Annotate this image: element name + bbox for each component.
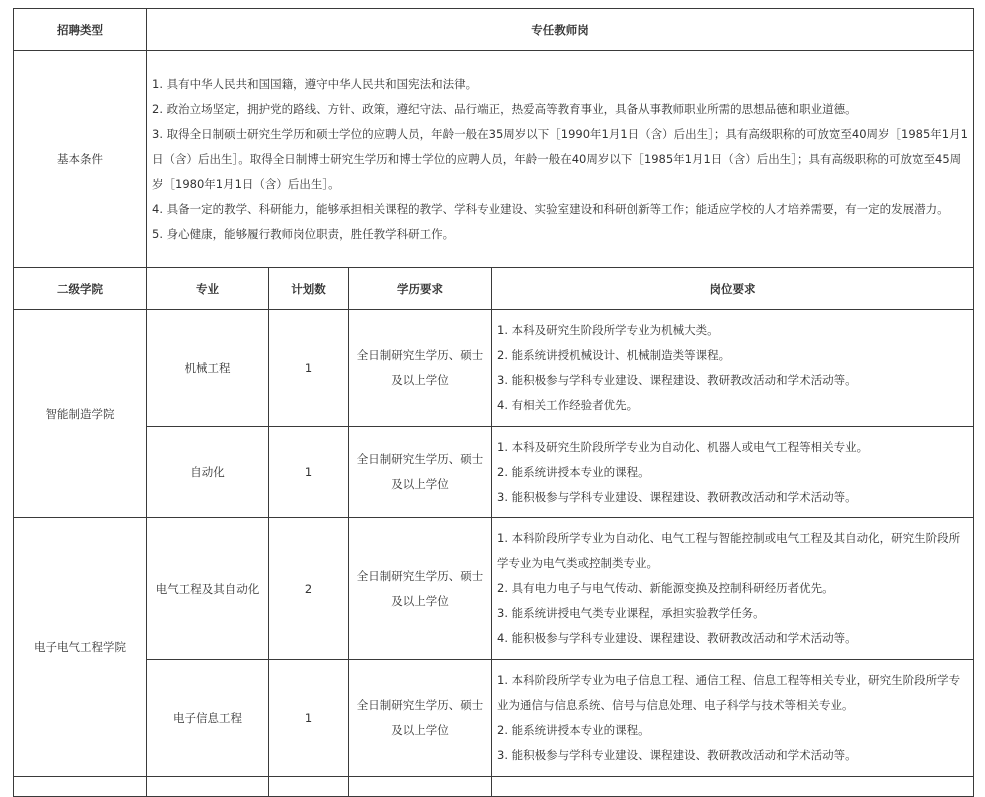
column-header-row <box>14 268 974 310</box>
basic-item: 3. 取得全日制硕士研究生学历和硕士学位的应聘人员，年龄一般在35周岁以下［1990年1月1日（含）后出生］；具有高级职称的可放宽至40周岁［1985年1月1日（含）后出生］。取得全日制博士研究生学历和博士学位的应聘人员，年龄一般在40周岁以下［1985年1月1日（含）后出生］；具有高级职称的可放宽至45周岁［1980年1月1日（含）后出生］。 <box>152 127 968 191</box>
college-name: 智能制造学院 <box>14 310 147 518</box>
requirement-item: 1. 本科及研究生阶段所学专业为机械大类。 <box>497 323 719 337</box>
major-cell: 机械工程 <box>147 310 269 427</box>
major-cell: 电子信息工程 <box>147 660 269 777</box>
education-line: 全日制研究生学历、硕士 <box>356 698 484 712</box>
recruitment-table <box>13 8 974 797</box>
type-label: 招聘类型 <box>14 9 147 51</box>
education-cell <box>349 310 492 427</box>
requirement-item: 1. 本科阶段所学专业为自动化、电气工程与智能控制或电气工程及其自动化，研究生阶段所学专业为电气类或控制类专业。 <box>497 531 961 570</box>
basic-item: 1. 具有中华人民共和国国籍，遵守中华人民共和国宪法和法律。 <box>152 77 478 91</box>
requirement-item: 4. 有相关工作经验者优先。 <box>497 398 639 412</box>
education-cell <box>349 660 492 777</box>
requirement-item: 3. 能积极参与学科专业建设、课程建设、教研教改活动和学术活动等。 <box>497 748 857 762</box>
major-cell: 自动化 <box>147 427 269 518</box>
type-row <box>14 9 974 51</box>
col-requirements: 岗位要求 <box>492 268 974 310</box>
basic-item: 5. 身心健康，能够履行教师岗位职责，胜任教学科研工作。 <box>152 227 455 241</box>
requirement-item: 3. 能积极参与学科专业建设、课程建设、教研教改活动和学术活动等。 <box>497 489 857 504</box>
education-cell <box>349 518 492 660</box>
requirement-item: 3. 能积极参与学科专业建设、课程建设、教研教改活动和学术活动等。 <box>497 373 857 387</box>
plan-cell: 2 <box>269 518 349 660</box>
empty-cell <box>269 777 349 797</box>
table-row <box>14 427 974 518</box>
requirement-item: 1. 本科及研究生阶段所学专业为自动化、机器人或电气工程等相关专业。 <box>497 439 869 454</box>
basic-item: 4. 具备一定的教学、科研能力，能够承担相关课程的教学、学科专业建设、实验室建设和科研创新等工作；能适应学校的人才培养需要，有一定的发展潜力。 <box>152 202 949 216</box>
education-line: 及以上学位 <box>391 373 449 387</box>
requirements-cell <box>492 660 974 777</box>
requirements-cell <box>492 518 974 660</box>
requirement-item: 3. 能系统讲授电气类专业课程，承担实验教学任务。 <box>497 606 765 620</box>
major-cell: 电气工程及其自动化 <box>147 518 269 660</box>
empty-cell <box>147 777 269 797</box>
college-name: 电子电气工程学院 <box>14 518 147 777</box>
basic-conditions <box>147 51 974 268</box>
table-row <box>14 518 974 660</box>
basic-item: 2. 政治立场坚定，拥护党的路线、方针、政策，遵纪守法、品行端正，热爱高等教育事业，具备从事教师职业所需的思想品德和职业道德。 <box>152 102 857 116</box>
requirements-cell <box>492 310 974 427</box>
requirement-item: 2. 能系统讲授本专业的课程。 <box>497 723 650 737</box>
requirement-item: 1. 本科阶段所学专业为电子信息工程、通信工程、信息工程等相关专业，研究生阶段所学专业为通信与信息系统、信号与信息处理、电子科学与技术等相关专业。 <box>497 673 961 712</box>
col-major: 专业 <box>147 268 269 310</box>
education-line: 全日制研究生学历、硕士 <box>356 568 484 583</box>
education-line: 及以上学位 <box>391 593 449 608</box>
education-line: 及以上学位 <box>391 477 449 491</box>
requirement-item: 2. 具有电力电子与电气传动、新能源变换及控制科研经历者优先。 <box>497 581 834 595</box>
col-plan: 计划数 <box>269 268 349 310</box>
type-value: 专任教师岗 <box>147 9 974 51</box>
empty-cell <box>492 777 974 797</box>
education-line: 全日制研究生学历、硕士 <box>356 452 484 466</box>
requirement-item: 2. 能系统讲授机械设计、机械制造类等课程。 <box>497 348 731 362</box>
basic-label: 基本条件 <box>14 51 147 268</box>
education-line: 及以上学位 <box>391 723 449 737</box>
empty-cell <box>14 777 147 797</box>
plan-cell: 1 <box>269 310 349 427</box>
requirement-item: 4. 能积极参与学科专业建设、课程建设、教研教改活动和学术活动等。 <box>497 631 857 645</box>
basic-row <box>14 51 974 268</box>
table-row-partial <box>14 777 974 797</box>
plan-cell: 1 <box>269 660 349 777</box>
education-cell <box>349 427 492 518</box>
table-row <box>14 310 974 427</box>
col-education: 学历要求 <box>349 268 492 310</box>
col-college: 二级学院 <box>14 268 147 310</box>
education-line: 全日制研究生学历、硕士 <box>356 348 484 362</box>
empty-cell <box>349 777 492 797</box>
plan-cell: 1 <box>269 427 349 518</box>
requirements-cell <box>492 427 974 518</box>
requirement-item: 2. 能系统讲授本专业的课程。 <box>497 464 650 479</box>
table-row <box>14 660 974 777</box>
